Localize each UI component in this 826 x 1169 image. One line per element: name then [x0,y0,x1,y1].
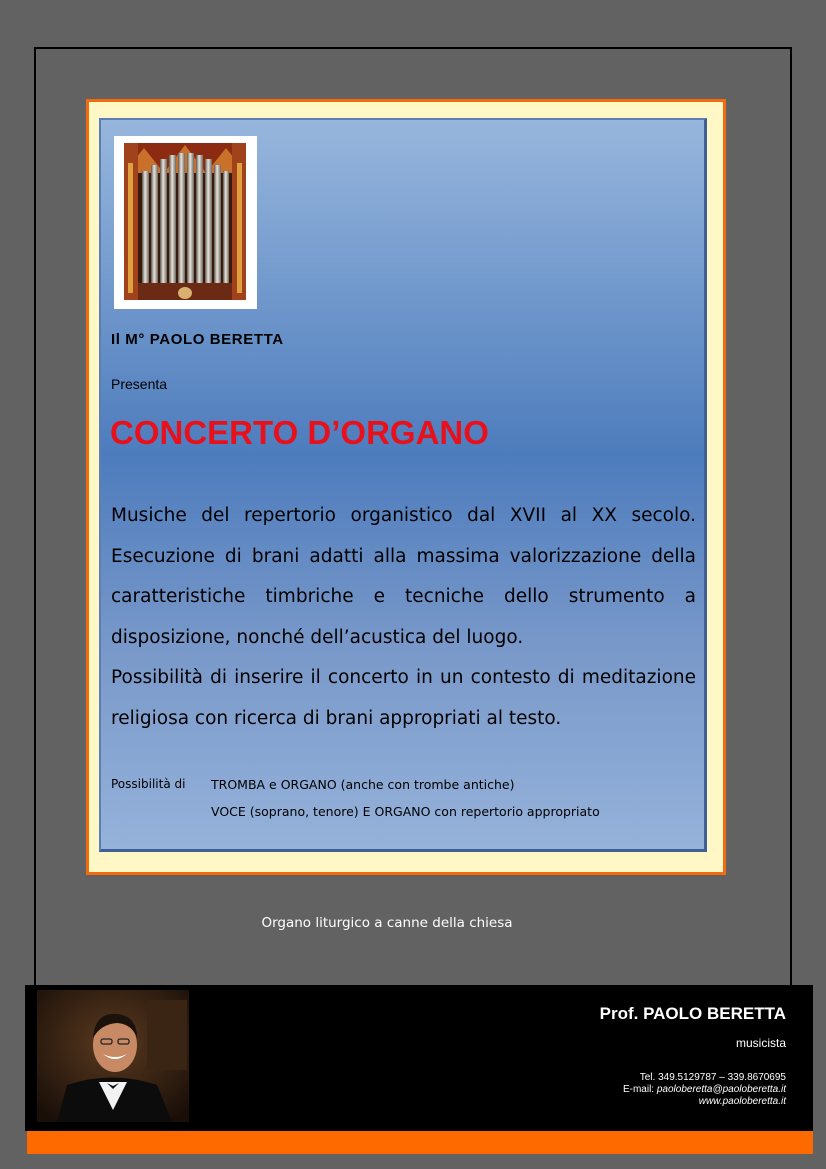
organ-photo [114,136,257,309]
contact-email[interactable]: paoloberetta@paoloberetta.it [656,1084,786,1095]
event-title: CONCERTO D’ORGANO [110,414,489,451]
contact-name: Prof. PAOLO BERETTA [599,1004,786,1023]
options-label: Possibilità di [111,777,186,791]
website-link[interactable]: www.paoloberetta.it [698,1096,786,1107]
contact-role: musicista [735,1036,786,1050]
organ-caption: Organo liturgico a canne della chiesa [261,915,513,931]
option-item: VOCE (soprano, tenore) E ORGANO con repertorio appropriato [211,804,600,819]
event-description [111,496,696,739]
contact-phone: Tel. 349.5129787 – 339.8670695 [639,1072,786,1083]
option-item: TROMBA e ORGANO (anche con trombe antiche) [211,777,515,792]
footer-accent-bar [27,1131,813,1154]
presents-label: Presenta [111,376,168,392]
email-label: E-mail: [622,1084,657,1095]
organ-pipes-icon [124,143,246,300]
description-paragraph-1: Musiche del repertorio organistico dal XVII al XX secolo. Esecuzione di brani adatti alla massima valorizzazione della caratteristiche timbriche e tecniche dello strumento a disposizione, nonché dell’acustica del luogo. [111,505,696,648]
contact-email-line [623,1084,786,1096]
portrait-photo-icon [37,990,189,1122]
contact-website[interactable] [623,1096,786,1108]
presenter-name: Il M° PAOLO BERETTA [111,331,284,348]
description-paragraph-2: Possibilità di inserire il concerto in un contesto di meditazione religiosa con ricerca di brani appropriati al testo. [111,667,696,729]
contact-details [623,1072,786,1108]
